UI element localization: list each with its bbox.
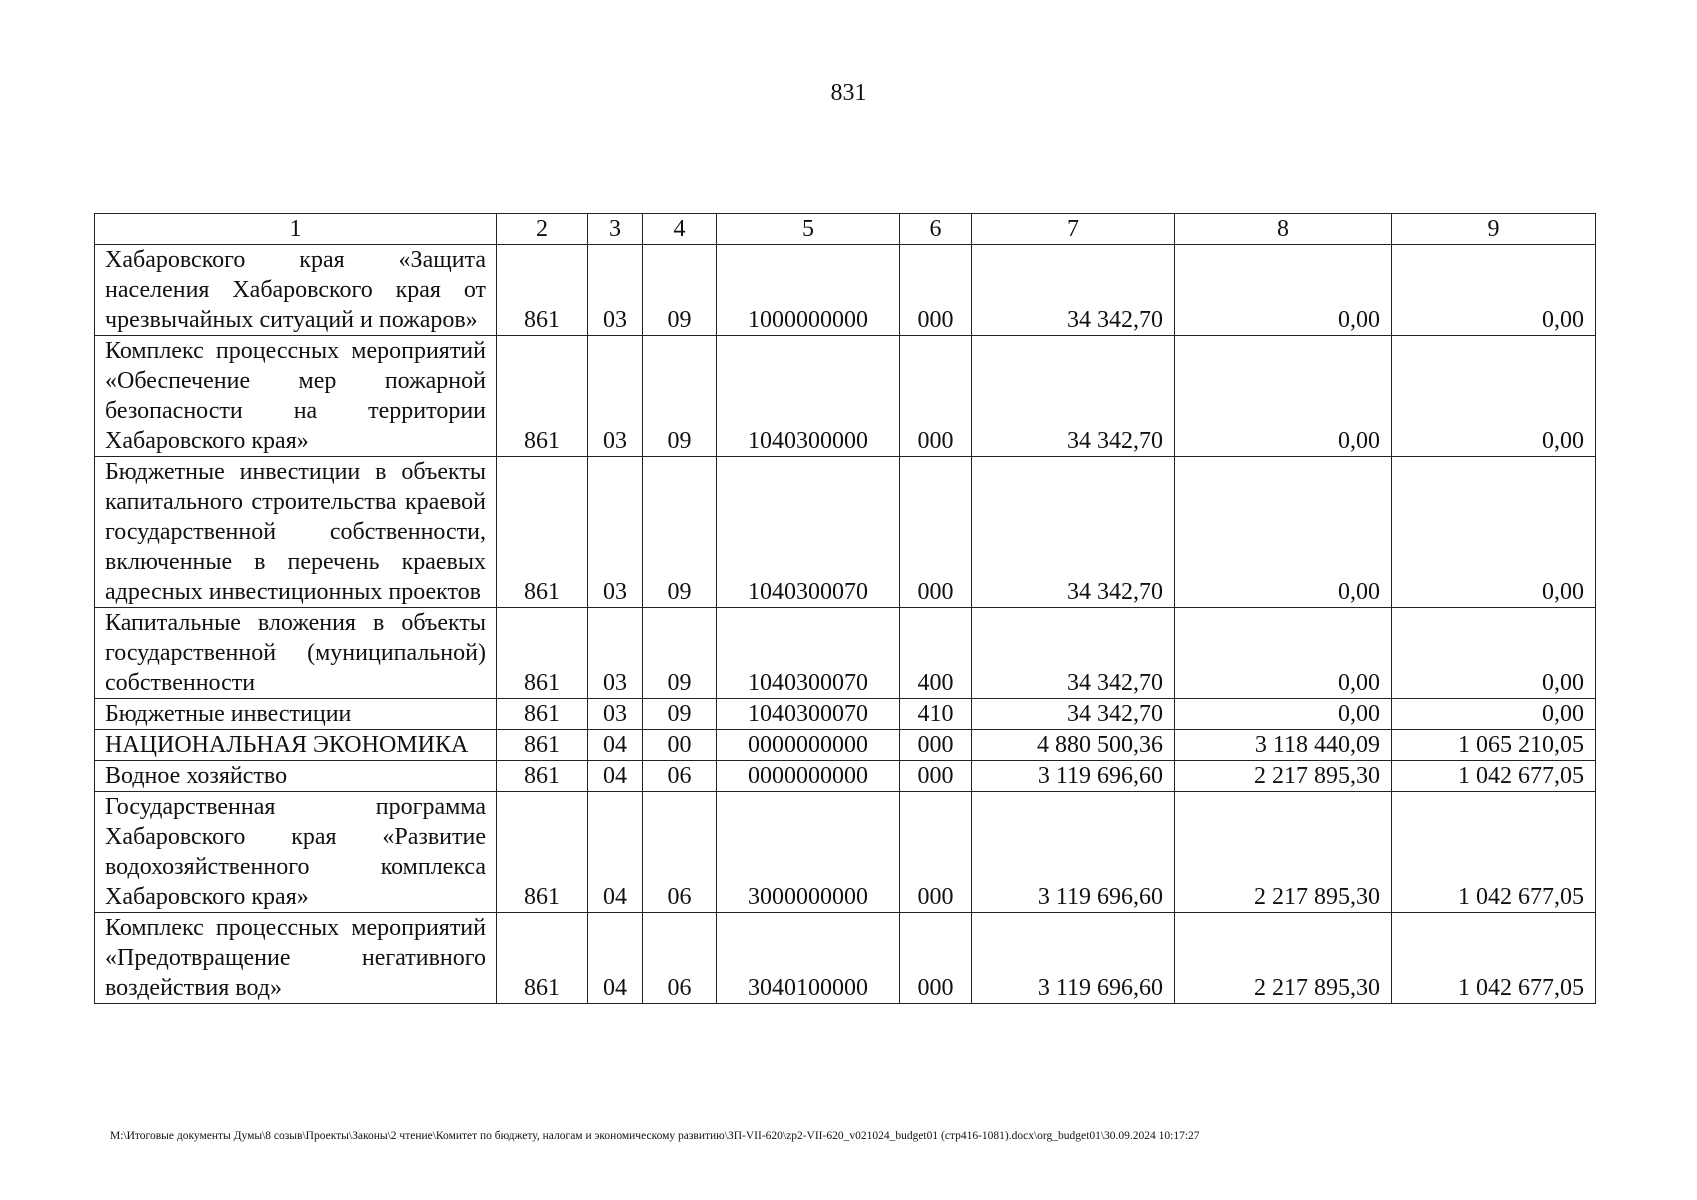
amount-col7-cell: 34 342,70: [972, 336, 1175, 457]
code-target-cell: 3000000000: [717, 792, 900, 913]
amount-col9-cell: 1 042 677,05: [1392, 913, 1596, 1004]
column-header: 7: [972, 214, 1175, 245]
row-name-cell: Водное хозяйство: [95, 761, 497, 792]
code-section-cell: 03: [588, 336, 643, 457]
table-row: [95, 336, 1596, 457]
table-row: [95, 792, 1596, 913]
amount-col7-cell: 34 342,70: [972, 457, 1175, 608]
column-header: 5: [717, 214, 900, 245]
code-expense-type-cell: 410: [900, 699, 972, 730]
code-expense-type-cell: 000: [900, 245, 972, 336]
code-expense-type-cell: 000: [900, 761, 972, 792]
code-gr-cell: 861: [497, 336, 588, 457]
code-expense-type-cell: 000: [900, 730, 972, 761]
code-section-cell: 03: [588, 608, 643, 699]
code-target-cell: 1000000000: [717, 245, 900, 336]
column-header: 3: [588, 214, 643, 245]
column-header: 2: [497, 214, 588, 245]
code-gr-cell: 861: [497, 457, 588, 608]
code-section-cell: 04: [588, 792, 643, 913]
code-gr-cell: 861: [497, 245, 588, 336]
code-gr-cell: 861: [497, 761, 588, 792]
row-name-cell: Комплекс процессных мероприятий «Обеспечение мер пожарной безопасности на территории Хабаровского края»: [95, 336, 497, 457]
table-row: [95, 761, 1596, 792]
page-number: 831: [830, 80, 867, 106]
code-subsection-cell: 06: [643, 761, 717, 792]
code-subsection-cell: 09: [643, 336, 717, 457]
amount-col8-cell: 0,00: [1175, 608, 1392, 699]
code-gr-cell: 861: [497, 913, 588, 1004]
amount-col9-cell: 0,00: [1392, 608, 1596, 699]
amount-col7-cell: 4 880 500,36: [972, 730, 1175, 761]
code-section-cell: 04: [588, 761, 643, 792]
code-subsection-cell: 00: [643, 730, 717, 761]
column-header: 8: [1175, 214, 1392, 245]
code-target-cell: 0000000000: [717, 761, 900, 792]
row-name-cell: НАЦИОНАЛЬНАЯ ЭКОНОМИКА: [95, 730, 497, 761]
code-expense-type-cell: 000: [900, 336, 972, 457]
footer-file-path: M:\Итоговые документы Думы\8 созыв\Проекты\Законы\2 чтение\Комитет по бюджету, налогам и экономическому развитию\ЗП-VII-620\zp2-VII-620_v021024_budget01 (стр416-1081).docx\org_budget01\30.09.2024 10:17:27: [110, 1130, 1200, 1142]
code-expense-type-cell: 000: [900, 457, 972, 608]
amount-col7-cell: 34 342,70: [972, 608, 1175, 699]
amount-col8-cell: 2 217 895,30: [1175, 761, 1392, 792]
amount-col9-cell: 1 042 677,05: [1392, 761, 1596, 792]
code-expense-type-cell: 000: [900, 913, 972, 1004]
column-header: 6: [900, 214, 972, 245]
amount-col8-cell: 0,00: [1175, 245, 1392, 336]
table-row: [95, 245, 1596, 336]
amount-col7-cell: 34 342,70: [972, 245, 1175, 336]
code-section-cell: 03: [588, 245, 643, 336]
amount-col7-cell: 3 119 696,60: [972, 913, 1175, 1004]
code-target-cell: 1040300000: [717, 336, 900, 457]
row-name-cell: Комплекс процессных мероприятий «Предотвращение негативного воздействия вод»: [95, 913, 497, 1004]
code-subsection-cell: 09: [643, 699, 717, 730]
column-header: 1: [95, 214, 497, 245]
code-section-cell: 04: [588, 730, 643, 761]
table-row: [95, 913, 1596, 1004]
code-target-cell: 3040100000: [717, 913, 900, 1004]
code-expense-type-cell: 400: [900, 608, 972, 699]
code-gr-cell: 861: [497, 699, 588, 730]
code-target-cell: 1040300070: [717, 699, 900, 730]
table-row: [95, 608, 1596, 699]
amount-col9-cell: 0,00: [1392, 699, 1596, 730]
amount-col9-cell: 1 065 210,05: [1392, 730, 1596, 761]
amount-col8-cell: 0,00: [1175, 336, 1392, 457]
row-name-cell: Государственная программа Хабаровского края «Развитие водохозяйственного комплекса Хабаровского края»: [95, 792, 497, 913]
amount-col7-cell: 34 342,70: [972, 699, 1175, 730]
code-target-cell: 1040300070: [717, 608, 900, 699]
code-section-cell: 04: [588, 913, 643, 1004]
column-header: 4: [643, 214, 717, 245]
amount-col8-cell: 2 217 895,30: [1175, 913, 1392, 1004]
amount-col9-cell: 0,00: [1392, 245, 1596, 336]
code-gr-cell: 861: [497, 608, 588, 699]
code-target-cell: 1040300070: [717, 457, 900, 608]
amount-col8-cell: 0,00: [1175, 699, 1392, 730]
amount-col9-cell: 1 042 677,05: [1392, 792, 1596, 913]
table-row: [95, 699, 1596, 730]
column-header: 9: [1392, 214, 1596, 245]
code-subsection-cell: 09: [643, 608, 717, 699]
code-section-cell: 03: [588, 457, 643, 608]
code-subsection-cell: 06: [643, 913, 717, 1004]
amount-col8-cell: 0,00: [1175, 457, 1392, 608]
code-expense-type-cell: 000: [900, 792, 972, 913]
row-name-cell: Бюджетные инвестиции в объекты капитального строительства краевой государственной собственности, включенные в перечень краевых адресных инвестиционных проектов: [95, 457, 497, 608]
table-row: [95, 457, 1596, 608]
amount-col7-cell: 3 119 696,60: [972, 792, 1175, 913]
budget-table: [94, 213, 1596, 1004]
amount-col8-cell: 2 217 895,30: [1175, 792, 1392, 913]
code-gr-cell: 861: [497, 792, 588, 913]
code-section-cell: 03: [588, 699, 643, 730]
code-subsection-cell: 09: [643, 245, 717, 336]
amount-col7-cell: 3 119 696,60: [972, 761, 1175, 792]
row-name-cell: Бюджетные инвестиции: [95, 699, 497, 730]
row-name-cell: Хабаровского края «Защита населения Хабаровского края от чрезвычайных ситуаций и пожаров»: [95, 245, 497, 336]
code-subsection-cell: 09: [643, 457, 717, 608]
table-row: [95, 730, 1596, 761]
header-row: [95, 214, 1596, 245]
row-name-cell: Капитальные вложения в объекты государственной (муниципальной) собственности: [95, 608, 497, 699]
code-target-cell: 0000000000: [717, 730, 900, 761]
code-gr-cell: 861: [497, 730, 588, 761]
amount-col9-cell: 0,00: [1392, 457, 1596, 608]
code-subsection-cell: 06: [643, 792, 717, 913]
amount-col8-cell: 3 118 440,09: [1175, 730, 1392, 761]
amount-col9-cell: 0,00: [1392, 336, 1596, 457]
